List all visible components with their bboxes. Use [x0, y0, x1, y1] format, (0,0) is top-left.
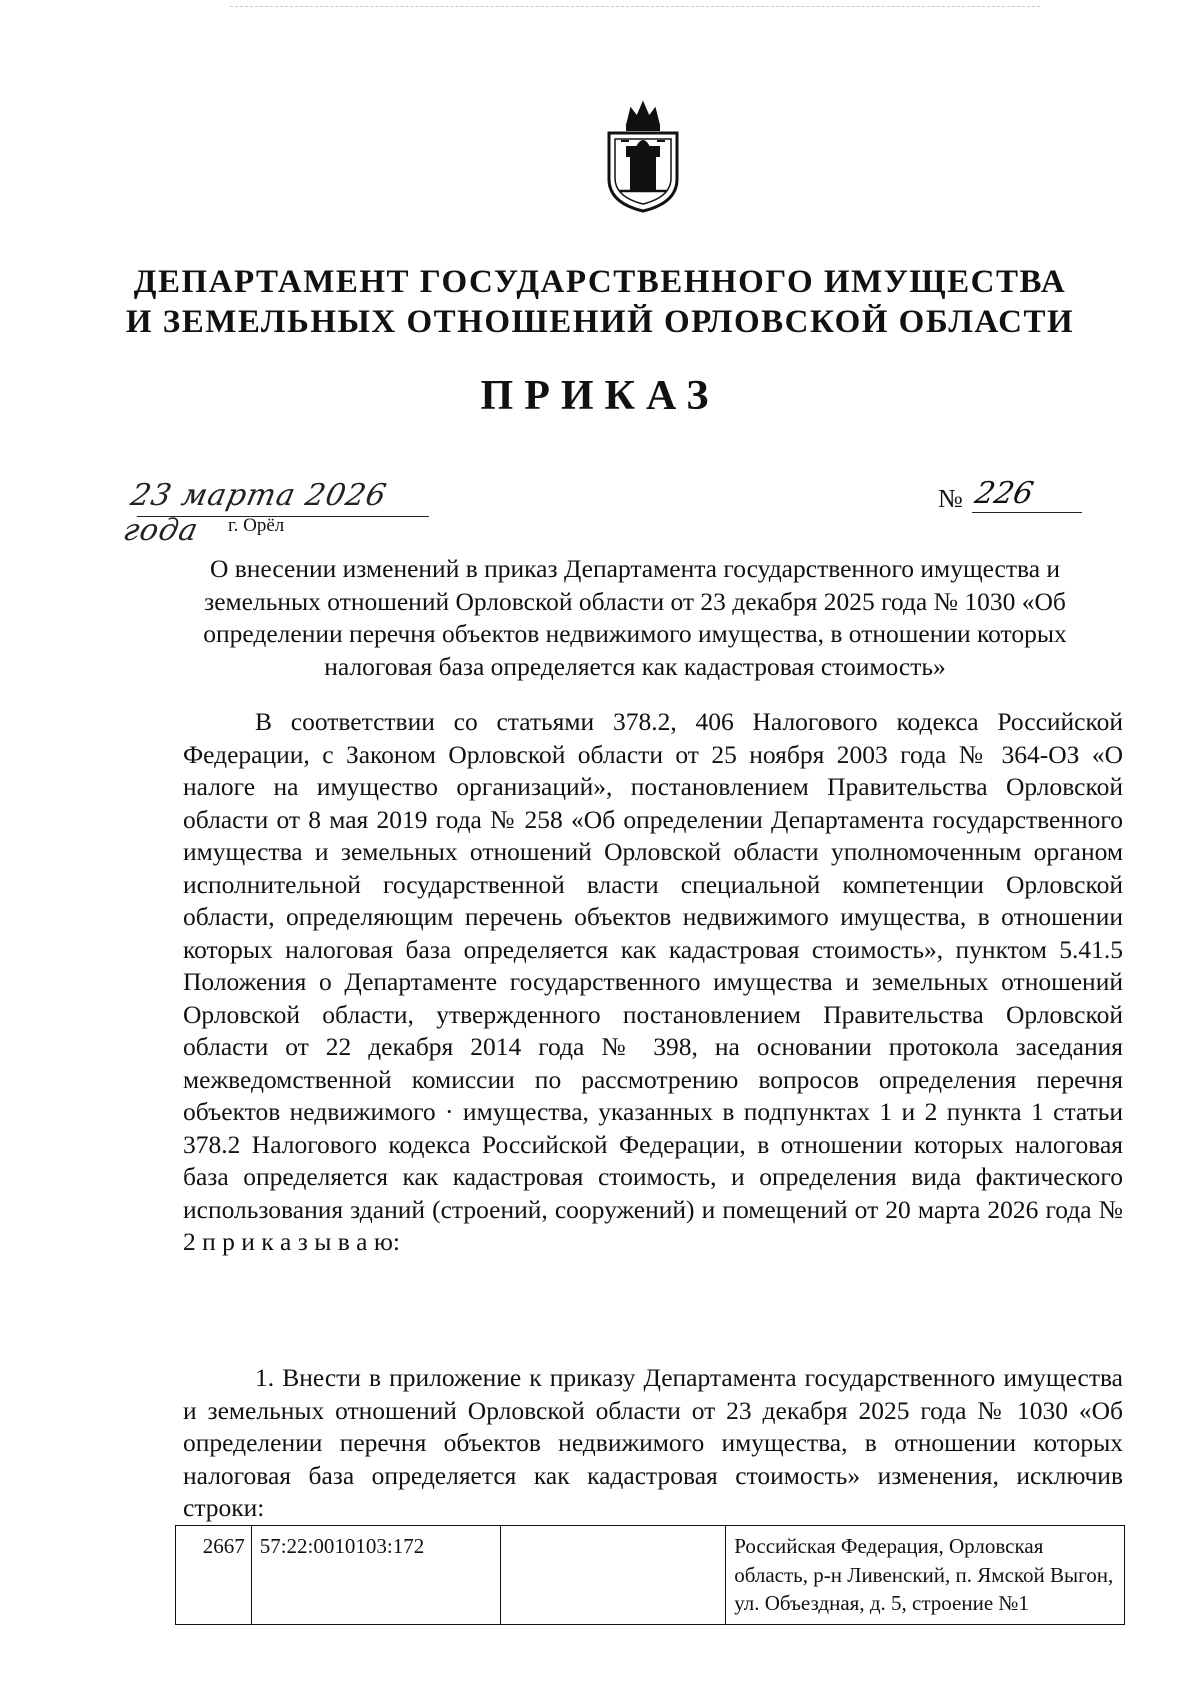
- excluded-rows-table: [175, 1525, 1125, 1625]
- organization-name: [0, 262, 1200, 342]
- order-subject: О внесении изменений в приказ Департамента государственного имущества и земельных отношений Орловской области от 23 декабря 2025 года № 1030 «Об определении перечня объектов недвижимого имущества, в отношении которых налоговая база определяется как кадастровая стоимость»: [203, 554, 1067, 681]
- cadastral-number-cell: 57:22:0010103:172: [251, 1526, 500, 1625]
- organization-line-1: ДЕПАРТАМЕНТ ГОСУДАРСТВЕННОГО ИМУЩЕСТВА: [133, 264, 1067, 300]
- address-cell: Российская Федерация, Орловская область, р-н Ливенский, п. Ямской Выгон, ул. Объездная, д. 5, строение №1: [726, 1526, 1125, 1625]
- row-number-cell: 2667: [176, 1526, 252, 1625]
- document-type-title: ПРИКАЗ: [480, 373, 720, 419]
- handwritten-number: 226: [971, 476, 1037, 511]
- organization-line-2: И ЗЕМЕЛЬНЫХ ОТНОШЕНИЙ ОРЛОВСКОЙ ОБЛАСТИ: [125, 304, 1075, 340]
- item-1-paragraph: 1. Внести в приложение к приказу Департамента государственного имущества и земельных отношений Орловской области от 23 декабря 2025 года № 1030 «Об определении перечня объектов недвижимого имущества, в отношении которых налоговая база определяется как кадастровая стоимость» изменения, исключив строки:: [183, 1363, 1123, 1522]
- handwritten-date-text: 23 марта 2026 года: [120, 478, 390, 548]
- city-label: г. Орёл: [228, 515, 285, 536]
- handwritten-date: [120, 478, 465, 548]
- table-row: [176, 1526, 1125, 1625]
- coat-of-arms-icon: [597, 95, 689, 215]
- preamble-paragraph: В соответствии со статьями 378.2, 406 Налогового кодекса Российской Федерации, с Законом Орловской области от 25 ноября 2003 года № 364-ОЗ «О налоге на имущество организаций», постановлением Правительства Орловской области от 8 мая 2019 года № 258 «Об определении Департамента государственного имущества и земельных отношений Орловской области уполномоченным органом исполнительной государственной власти специальной компетенции Орловской области, определяющим перечень объектов недвижимого имущества, в отношении которых налоговая база определяется как кадастровая стоимость», пунктом 5.41.5 Положения о Департаменте государственного имущества и земельных отношений Орловской области, утвержденного постановлением Правительства Орловской области от 22 декабря 2014 года № 398, на основании протокола заседания межведомственной комиссии по рассмотрению вопросов определения перечня объектов недвижимого · имущества, указанных в подпунктах 1 и 2 пункта 1 статьи 378.2 Налогового кодекса Российской Федерации, в отношении которых налоговая база определяется как кадастровая стоимость, и определения вида фактического использования зданий (строений, сооружений) и помещений от 20 марта 2026 года № 2 п р и к а з ы в а ю:: [183, 707, 1123, 1256]
- number-label: №: [938, 484, 963, 513]
- number-underline: [972, 512, 1082, 513]
- scan-edge-artifact: [230, 6, 1040, 9]
- empty-cell: [501, 1526, 726, 1625]
